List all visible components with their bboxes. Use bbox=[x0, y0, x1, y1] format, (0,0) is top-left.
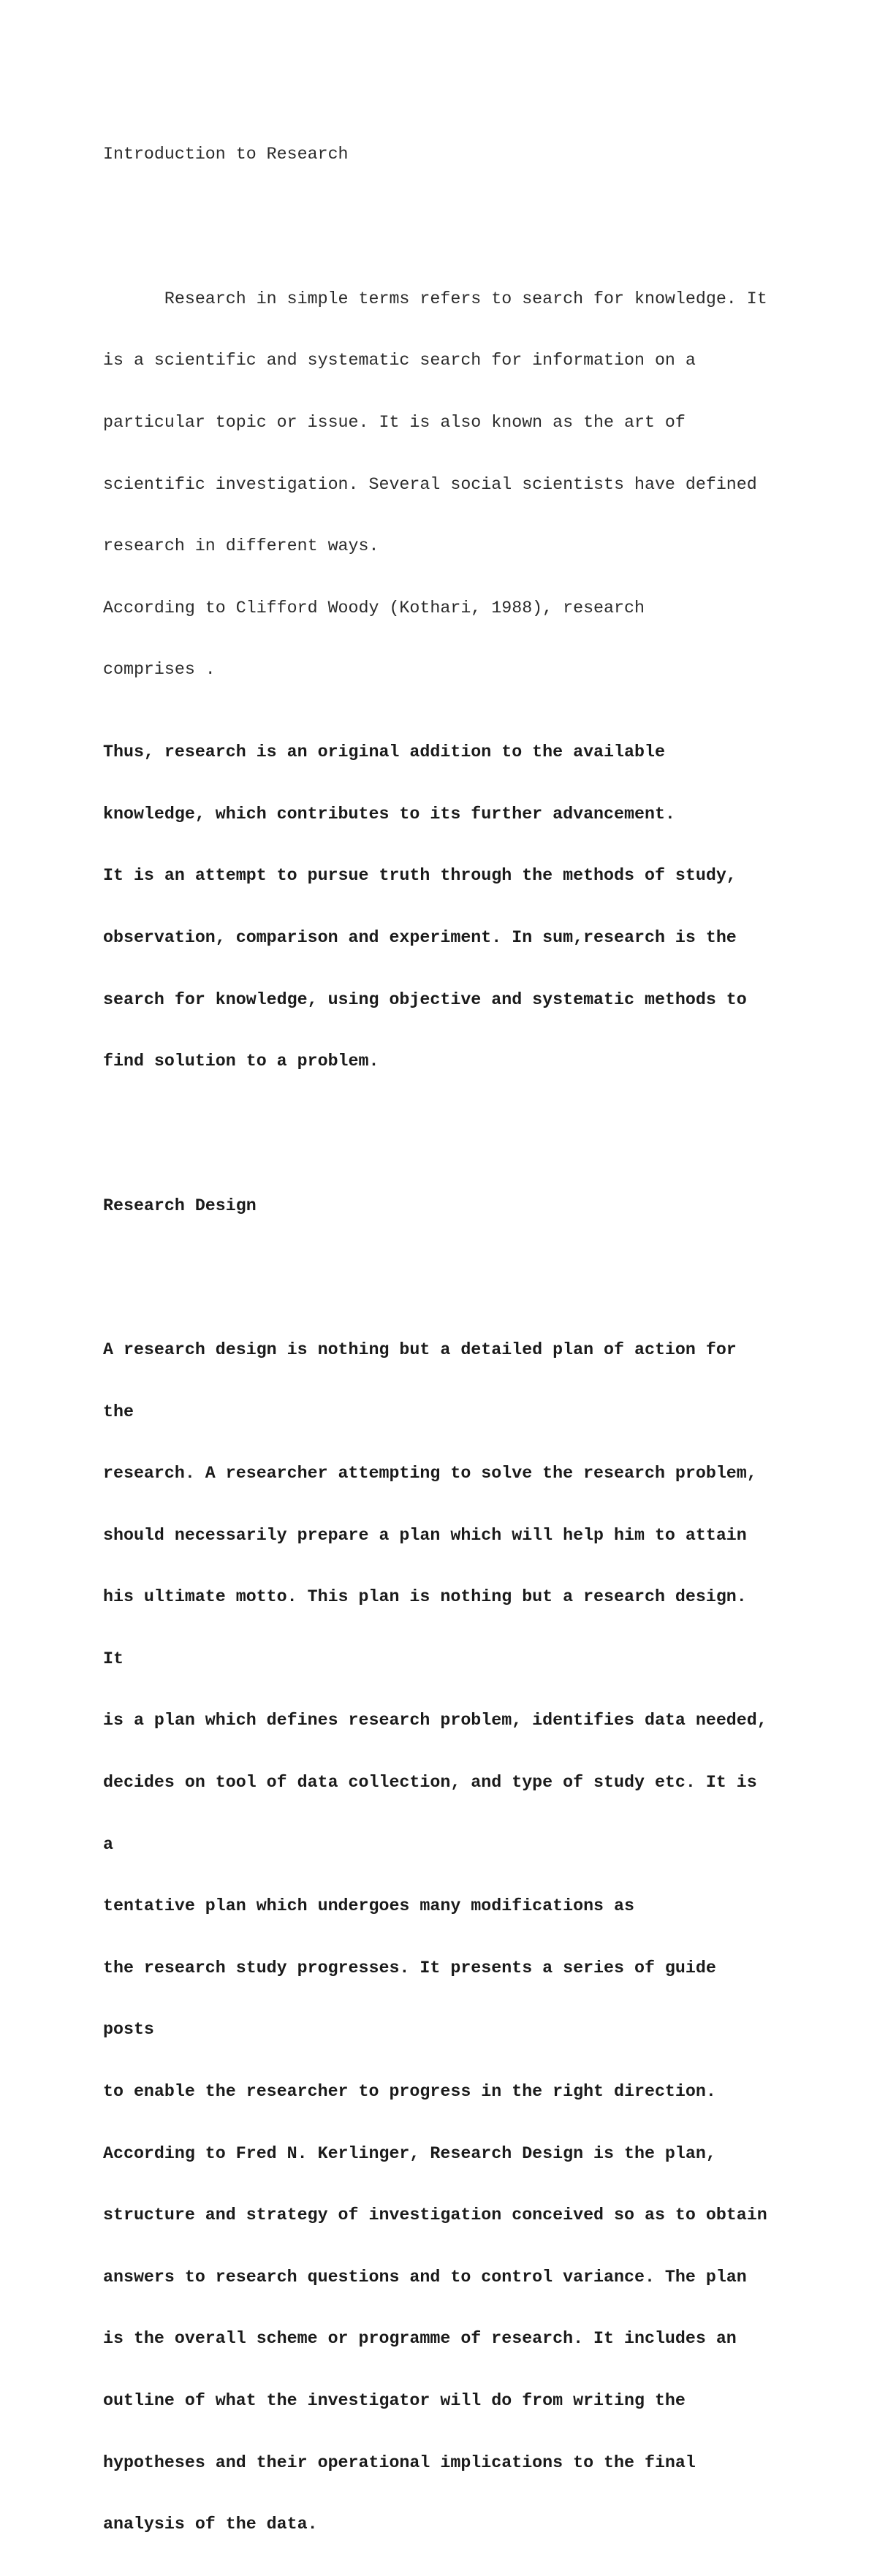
design-line: outline of what the investigator will do from writing the bbox=[103, 2391, 686, 2410]
document-title: Introduction to Research bbox=[103, 145, 349, 164]
design-line: to enable the researcher to progress in the right direction. bbox=[103, 2082, 716, 2102]
intro-line: Research in simple terms refers to search for knowledge. It bbox=[103, 289, 767, 308]
design-line: analysis of the data. bbox=[103, 2515, 318, 2534]
bold-intro-line: Thus, research is an original addition to the available bbox=[103, 742, 665, 762]
bold-intro-line: search for knowledge, using objective and systematic methods to bbox=[103, 989, 747, 1009]
intro-line: is a scientific and systematic search for information on a bbox=[103, 351, 696, 371]
design-line: should necessarily prepare a plan which will help him to attain bbox=[103, 1525, 747, 1545]
design-line: the bbox=[103, 1402, 134, 1421]
design-line: tentative plan which undergoes many modifications as bbox=[103, 1896, 634, 1916]
design-line: decides on tool of data collection, and type of study etc. It is bbox=[103, 1773, 757, 1793]
design-line: the research study progresses. It presents a series of guide bbox=[103, 1958, 716, 1977]
blank-line bbox=[103, 206, 834, 227]
design-line: his ultimate motto. This plan is nothing but a research design. bbox=[103, 1587, 747, 1607]
section-heading: Research Design bbox=[103, 1196, 257, 1215]
bold-intro-line: find solution to a problem. bbox=[103, 1052, 379, 1071]
intro-line: comprises . bbox=[103, 660, 216, 680]
design-line: a bbox=[103, 1834, 113, 1854]
document-body bbox=[103, 103, 834, 2576]
design-line: A research design is nothing but a detailed plan of action for bbox=[103, 1340, 737, 1359]
design-line: structure and strategy of investigation conceived so as to obtain bbox=[103, 2205, 767, 2225]
design-line: According to Fred N. Kerlinger, Research Design is the plan, bbox=[103, 2143, 716, 2163]
design-line: It bbox=[103, 1649, 124, 1668]
blank-line bbox=[103, 1133, 834, 1154]
blank-line bbox=[103, 1257, 834, 1277]
design-line: is a plan which defines research problem, identifies data needed, bbox=[103, 1711, 767, 1730]
design-line: hypotheses and their operational implications to the final bbox=[103, 2452, 696, 2472]
design-line: is the overall scheme or programme of research. It includes an bbox=[103, 2329, 737, 2349]
intro-line: According to Clifford Woody (Kothari, 1988), research bbox=[103, 598, 645, 618]
design-line: posts bbox=[103, 2020, 154, 2040]
design-line: research. A researcher attempting to solve the research problem, bbox=[103, 1464, 757, 1483]
intro-line: research in different ways. bbox=[103, 536, 379, 556]
bold-intro-line: observation, comparison and experiment. In sum,research is the bbox=[103, 927, 737, 947]
design-line: answers to research questions and to control variance. The plan bbox=[103, 2267, 747, 2287]
bold-intro-line: It is an attempt to pursue truth through the methods of study, bbox=[103, 866, 737, 886]
intro-line: particular topic or issue. It is also known as the art of bbox=[103, 412, 686, 432]
intro-line: scientific investigation. Several social scientists have defined bbox=[103, 474, 757, 494]
bold-intro-line: knowledge, which contributes to its further advancement. bbox=[103, 804, 675, 824]
